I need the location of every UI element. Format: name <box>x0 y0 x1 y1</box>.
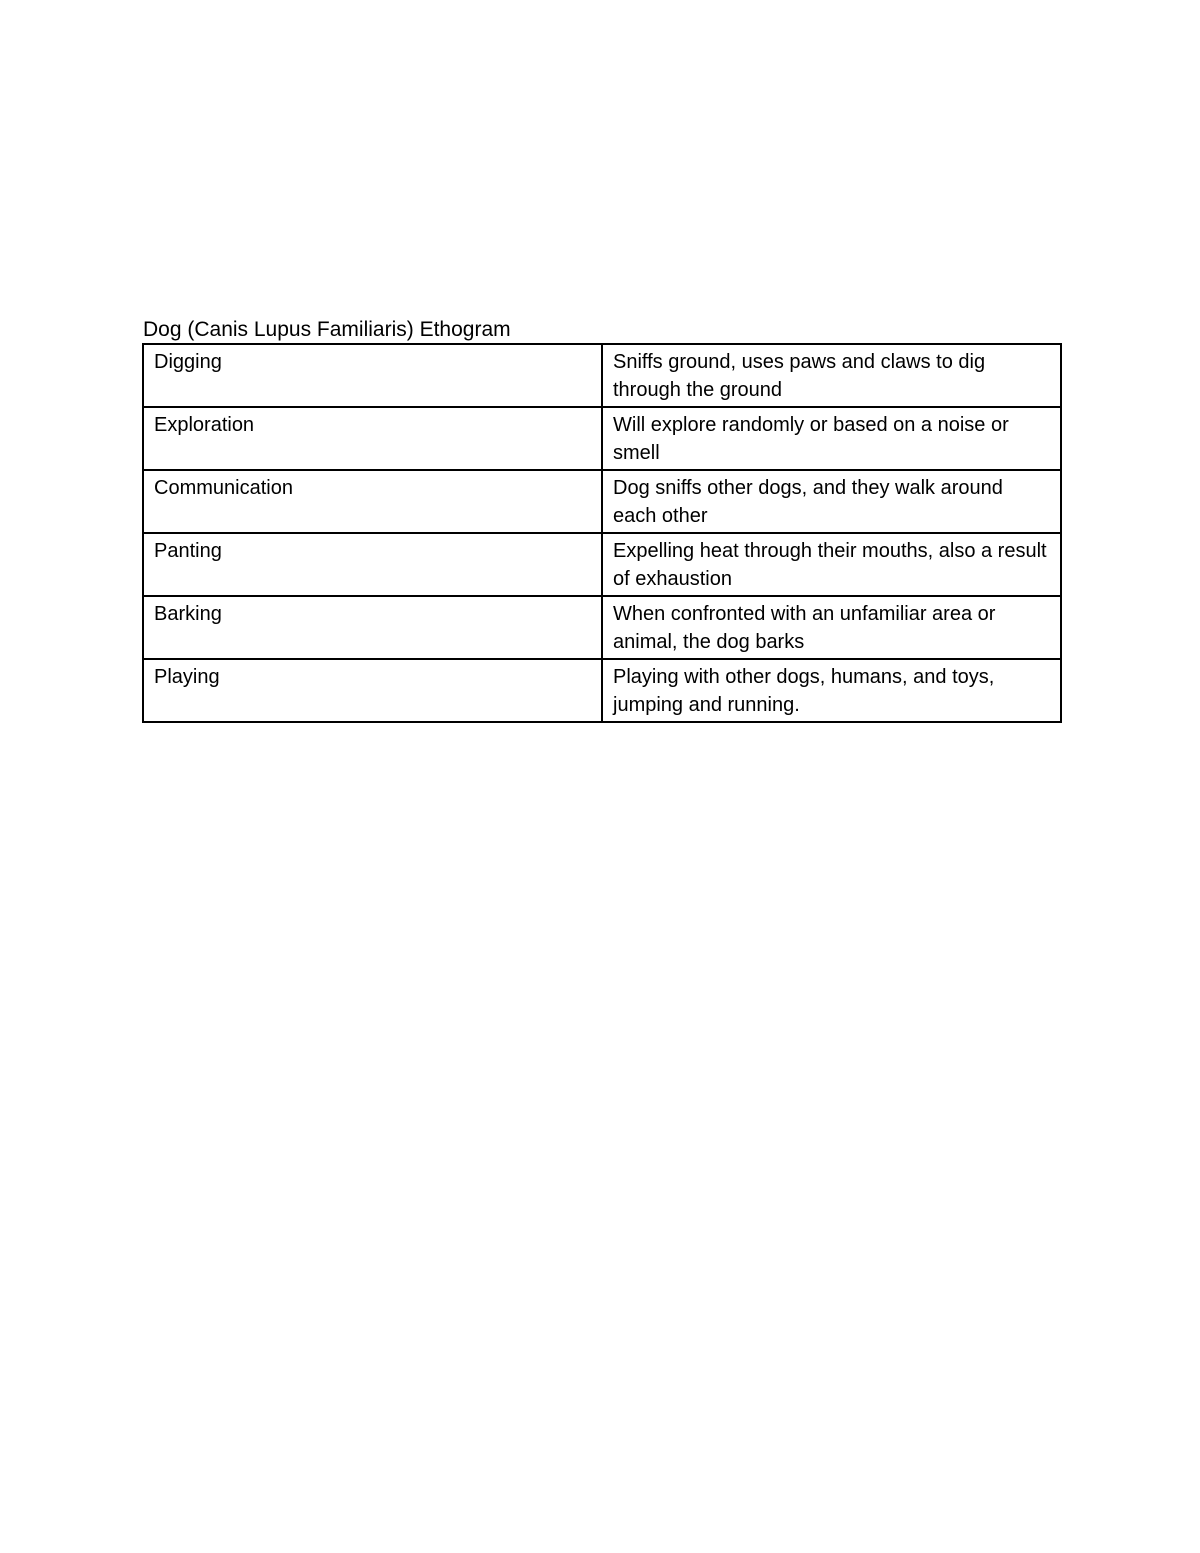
description-cell: Will explore randomly or based on a noise or smell <box>602 407 1061 470</box>
behavior-cell: Panting <box>143 533 602 596</box>
behavior-cell: Digging <box>143 344 602 407</box>
table-row <box>143 533 1061 596</box>
page-title: Dog (Canis Lupus Familiaris) Ethogram <box>143 318 511 341</box>
description-cell: Playing with other dogs, humans, and toys, jumping and running. <box>602 659 1061 722</box>
description-cell: Expelling heat through their mouths, also a result of exhaustion <box>602 533 1061 596</box>
table-row <box>143 344 1061 407</box>
table-row <box>143 407 1061 470</box>
behavior-cell: Barking <box>143 596 602 659</box>
description-cell: Sniffs ground, uses paws and claws to dig through the ground <box>602 344 1061 407</box>
behavior-cell: Exploration <box>143 407 602 470</box>
behavior-cell: Playing <box>143 659 602 722</box>
behavior-cell: Communication <box>143 470 602 533</box>
description-cell: When confronted with an unfamiliar area or animal, the dog barks <box>602 596 1061 659</box>
table-row <box>143 470 1061 533</box>
table-row <box>143 596 1061 659</box>
table-row <box>143 659 1061 722</box>
ethogram-table <box>142 343 1062 723</box>
description-cell: Dog sniffs other dogs, and they walk around each other <box>602 470 1061 533</box>
